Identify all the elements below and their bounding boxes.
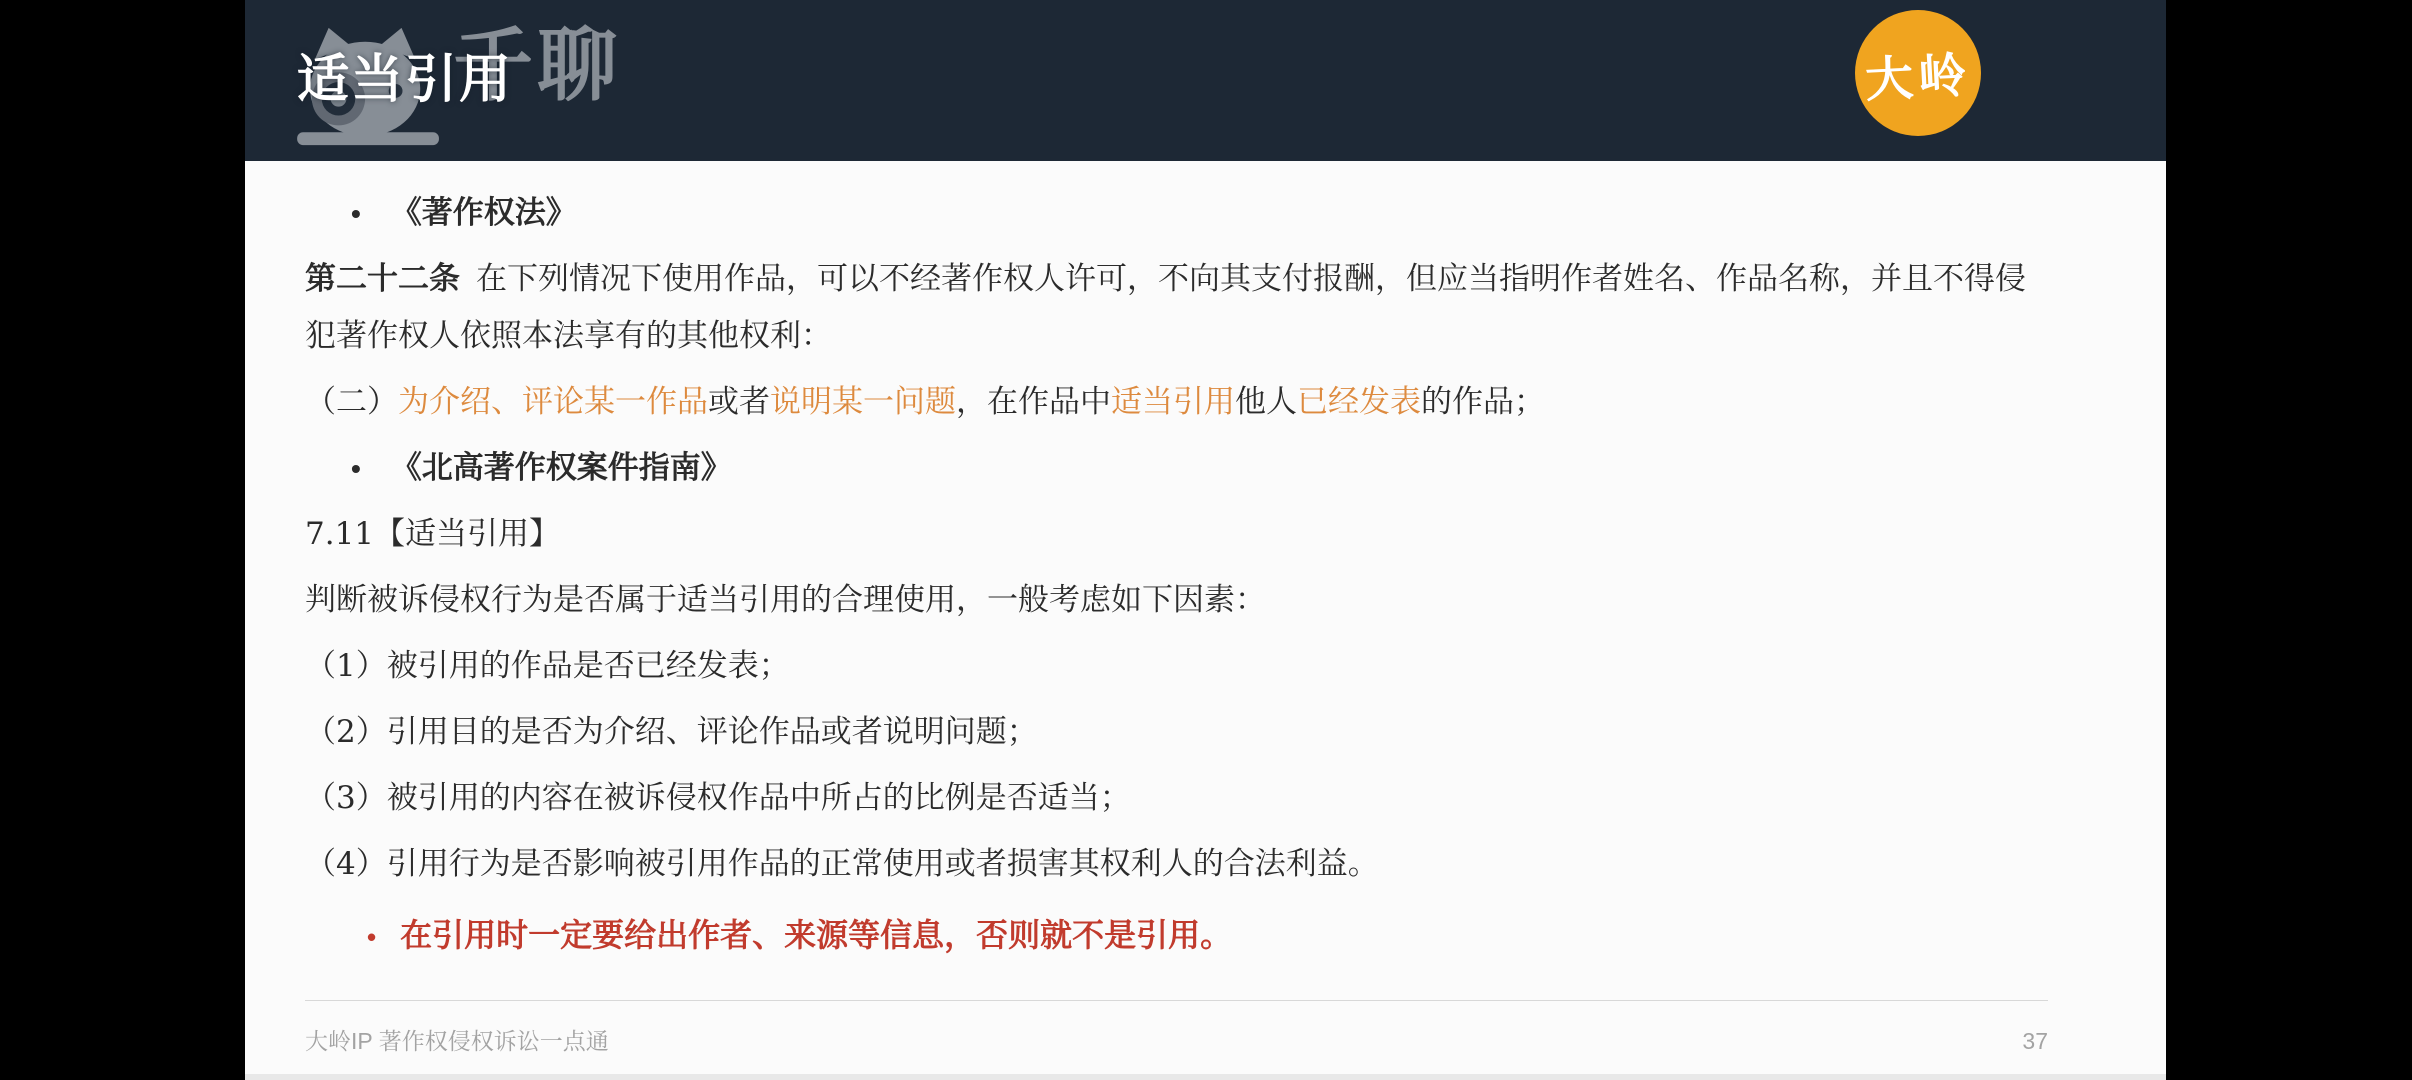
bottom-edge-strip bbox=[245, 1074, 2166, 1080]
slide-content bbox=[305, 161, 2048, 966]
quote-seg: ，在作品中 bbox=[956, 384, 1111, 420]
quote-seg-highlight: 说明某一问题 bbox=[770, 384, 956, 420]
qianliao-watermark-text: 千聊 bbox=[453, 21, 621, 110]
bullet-item-copyright-law bbox=[351, 185, 2048, 242]
guide-section-heading: 7.11【适当引用】 bbox=[305, 516, 561, 552]
page-title: 适当引用 bbox=[297, 51, 514, 109]
bullet-item-label: 《著作权法》 bbox=[390, 195, 577, 231]
quote-seg: 的作品； bbox=[1421, 384, 1545, 420]
slide-footer bbox=[305, 1000, 2048, 1056]
slide bbox=[245, 0, 2166, 1080]
guide-intro-paragraph: 判断被诉侵权行为是否属于适当引用的合理使用，一般考虑如下因素： bbox=[305, 582, 1266, 618]
article-text: 在下列情况下使用作品，可以不经著作权人许可，不向其支付报酬，但应当指明作者姓名、作品名称，并且不得侵犯著作权人依照本法享有的其他权利： bbox=[305, 261, 2026, 354]
page-number: 37 bbox=[2022, 1028, 2048, 1054]
quote-seg: （二） bbox=[305, 384, 398, 420]
bullet-icon: • bbox=[351, 453, 361, 484]
footer-title: 大岭IP 著作权侵权诉讼一点通 bbox=[305, 1028, 609, 1054]
warning-note bbox=[367, 907, 2048, 966]
daling-logo-text: 大岭 bbox=[1863, 46, 1973, 109]
daling-logo bbox=[1855, 10, 1981, 136]
slide-header bbox=[245, 0, 2166, 161]
quote-seg: 他人 bbox=[1235, 384, 1297, 420]
factor-item-4: （4）引用行为是否影响被引用作品的正常使用或者损害其权利人的合法利益。 bbox=[305, 846, 1379, 882]
warning-text: 在引用时一定要给出作者、来源等信息，否则就不是引用。 bbox=[400, 917, 1233, 953]
bullet-item-label: 《北高著作权案件指南》 bbox=[390, 450, 732, 486]
quote-seg-highlight: 为介绍、评论某一作品 bbox=[398, 384, 708, 420]
factor-item-3: （3）被引用的内容在被诉侵权作品中所占的比例是否适当； bbox=[305, 780, 1131, 816]
quote-clause-paragraph bbox=[305, 374, 2048, 431]
quote-seg: 或者 bbox=[708, 384, 770, 420]
factor-item-1: （1）被引用的作品是否已经发表； bbox=[305, 648, 790, 684]
warning-bullet-icon: • bbox=[367, 922, 377, 952]
law-article-paragraph bbox=[305, 251, 2048, 365]
article-number: 第二十二条 bbox=[305, 261, 460, 297]
quote-seg-highlight: 适当引用 bbox=[1111, 384, 1235, 420]
quote-seg-highlight: 已经发表 bbox=[1297, 384, 1421, 420]
bullet-item-beijing-guide bbox=[351, 440, 2048, 497]
factor-item-2: （2）引用目的是否为介绍、评论作品或者说明问题； bbox=[305, 714, 1038, 750]
bullet-icon: • bbox=[351, 198, 361, 229]
